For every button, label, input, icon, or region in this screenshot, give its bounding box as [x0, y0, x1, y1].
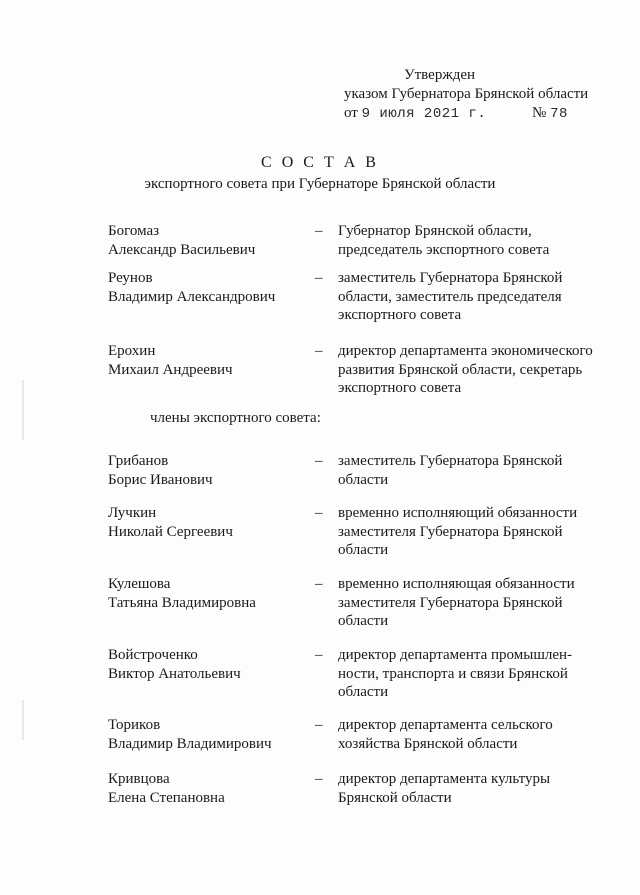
role-line: развития Брянской области, секретарь — [338, 361, 583, 378]
member-given-name: Николай Сергеевич — [108, 523, 233, 540]
role-line: директор департамента экономического — [338, 343, 593, 359]
member-name — [108, 222, 308, 259]
dash-separator: – — [315, 717, 323, 733]
member-role — [338, 269, 598, 325]
approval-number-label: № — [532, 105, 547, 121]
member-given-name: Михаил Андреевич — [108, 361, 233, 378]
role-line: хозяйства Брянской области — [338, 735, 518, 752]
member-surname: Ториков — [108, 717, 161, 733]
role-line: директор департамента промышлен- — [338, 647, 573, 663]
member-name — [108, 269, 308, 306]
dash-separator: – — [315, 453, 323, 469]
role-line: директор департамента культуры — [338, 771, 551, 787]
role-line: директор департамента сельского — [338, 717, 553, 733]
scan-artifact — [22, 700, 24, 740]
role-line: ности, транспорта и связи Брянской — [338, 665, 568, 682]
member-role — [338, 504, 598, 560]
member-name — [108, 452, 308, 489]
member-given-name: Александр Васильевич — [108, 241, 256, 258]
dash-separator: – — [315, 223, 323, 239]
member-given-name: Татьяна Владимировна — [108, 594, 256, 611]
member-name — [108, 504, 308, 541]
member-name — [108, 575, 308, 612]
role-line: заместителя Губернатора Брянской — [338, 523, 563, 540]
role-line: области — [338, 471, 389, 488]
role-line: области — [338, 613, 389, 629]
role-line: области — [338, 542, 389, 558]
dash-separator: – — [315, 576, 323, 592]
member-name — [108, 646, 308, 683]
role-line: временно исполняющая обязанности — [338, 576, 575, 592]
role-line: экспортного совета — [338, 380, 462, 396]
dash-separator: – — [315, 270, 323, 286]
role-line: области — [338, 684, 389, 700]
member-role — [338, 452, 598, 489]
member-role — [338, 222, 598, 259]
member-given-name: Владимир Александрович — [108, 288, 276, 305]
member-name — [108, 716, 308, 753]
member-surname: Грибанов — [108, 453, 169, 469]
member-surname: Ерохин — [108, 343, 156, 359]
role-line: заместитель Губернатора Брянской — [338, 270, 563, 286]
approval-title: Утвержден — [404, 67, 476, 83]
member-surname: Кривцова — [108, 771, 170, 787]
member-surname: Лучкин — [108, 505, 157, 521]
member-role — [338, 342, 598, 398]
dash-separator: – — [315, 771, 323, 787]
role-line: председатель экспортного совета — [338, 241, 550, 258]
role-line: экспортного совета — [338, 307, 462, 323]
members-heading: члены экспортного совета: — [150, 410, 321, 426]
member-surname: Кулешова — [108, 576, 171, 592]
member-surname: Реунов — [108, 270, 153, 286]
member-given-name: Виктор Анатольевич — [108, 665, 241, 682]
role-line: Губернатор Брянской области, — [338, 223, 532, 239]
approval-date: 9 июля 2021 г. — [361, 106, 487, 122]
member-name — [108, 770, 308, 807]
member-role — [338, 770, 598, 807]
role-line: временно исполняющий обязанности — [338, 505, 578, 521]
scan-artifact — [22, 380, 24, 440]
member-given-name: Елена Степановна — [108, 789, 225, 806]
approval-number: 78 — [550, 106, 568, 122]
approval-date-line — [344, 104, 604, 123]
role-line: Брянской области — [338, 789, 452, 806]
dash-separator: – — [315, 505, 323, 521]
member-role — [338, 646, 598, 702]
role-line: заместитель Губернатора Брянской — [338, 453, 563, 469]
approval-stamp — [344, 66, 604, 123]
approval-decree: указом Губернатора Брянской области — [344, 86, 589, 102]
document-subtitle: экспортного совета при Губернаторе Брянской области — [144, 176, 496, 192]
member-given-name: Борис Иванович — [108, 471, 213, 488]
member-role — [338, 716, 598, 753]
dash-separator: – — [315, 647, 323, 663]
approval-from-label: от — [344, 105, 358, 121]
role-line: заместителя Губернатора Брянской — [338, 594, 563, 611]
dash-separator: – — [315, 343, 323, 359]
member-role — [338, 575, 598, 631]
member-surname: Войстроченко — [108, 647, 198, 663]
member-given-name: Владимир Владимирович — [108, 735, 272, 752]
document-title: С О С Т А В — [261, 154, 379, 171]
approval-number-group — [532, 104, 568, 124]
member-name — [108, 342, 308, 379]
role-line: области, заместитель председателя — [338, 288, 562, 305]
member-surname: Богомаз — [108, 223, 160, 239]
